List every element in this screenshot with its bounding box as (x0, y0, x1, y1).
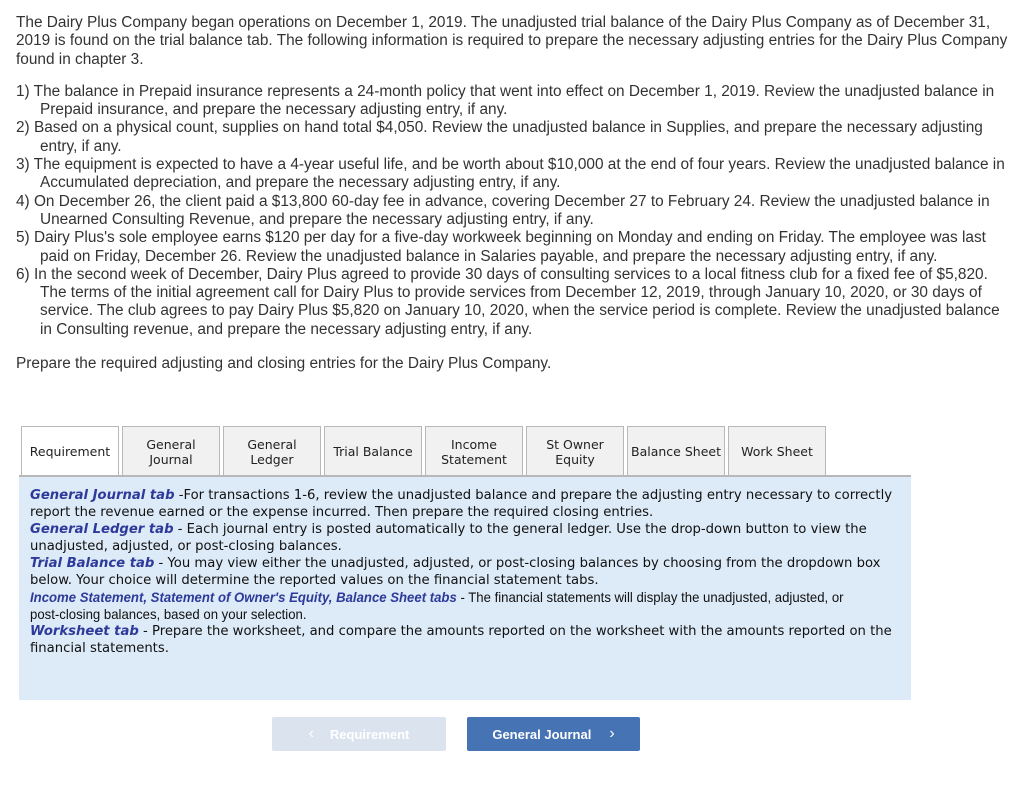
instructions (16, 14, 1011, 373)
tab-label: Trial Balance (333, 444, 413, 459)
tab-income-statement[interactable] (425, 426, 523, 476)
panel-item-text: - Prepare the worksheet, and compare the amounts reported on the worksheet with the amounts reported on the financial statements. (30, 624, 892, 656)
next-general-journal-button[interactable] (467, 717, 640, 751)
previous-button-label: Requirement (329, 726, 410, 742)
tab-st-owner-equity[interactable] (526, 426, 624, 476)
requirement-item: 5) Dairy Plus's sole employee earns $120 per day for a five-day workweek beginning on Monday and ending on Friday. The employee was last paid on Friday, December 26. Review the unadjusted balance in Salaries payable, and prepare the necessary adjusting entry, if any. (16, 229, 986, 265)
tab-bar (21, 426, 829, 476)
requirement-item: 2) Based on a physical count, supplies on hand total $4,050. Review the unadjusted balance in Supplies, and prepare the necessary adjusting entry, if any. (16, 119, 983, 155)
requirement-item: 4) On December 26, the client paid a $13,800 60-day fee in advance, covering December 27 to February 24. Review the unadjusted balance in Unearned Consulting Revenue, and prepare the necessary adjusting entry, if any. (16, 192, 990, 228)
tab-general-journal[interactable] (122, 426, 220, 476)
panel-item-label: Income Statement, Statement of Owner's Equity, Balance Sheet tabs (30, 589, 457, 605)
tab-label: General Ledger (247, 436, 297, 467)
tab-label: Requirement (29, 444, 111, 459)
chevron-right-icon: › (609, 725, 615, 742)
panel-item-label: General Ledger tab (30, 522, 174, 537)
panel-item (30, 521, 900, 555)
tab-label: Income Statement (441, 436, 507, 467)
next-button-label: General Journal (492, 726, 592, 742)
requirements-list (16, 83, 1011, 339)
panel-item-text: - The financial statements will display the unadjusted, adjusted, or post-closing balances, based on your selection. (30, 589, 844, 622)
panel-item-text: - Each journal entry is posted automatically to the general ledger. Use the drop-down button to view the unadjusted, adjusted, or post-closing balances. (30, 522, 867, 554)
intro-paragraph: The Dairy Plus Company began operations on December 1, 2019. The unadjusted trial balance of the Dairy Plus Company as of December 31, 2019 is found on the trial balance tab. The following information is required to prepare the necessary adjusting entries for the Dairy Plus Company found in chapter 3. (16, 14, 1008, 68)
tab-label: St Owner Equity (546, 436, 604, 467)
requirement-item: 1) The balance in Prepaid insurance represents a 24-month policy that went into effect on December 1, 2019. Review the unadjusted balance in Prepaid insurance, and prepare the necessary adjusting entry, if any. (16, 82, 995, 119)
tab-label: Work Sheet (741, 444, 813, 459)
panel-item-label: Trial Balance tab (30, 556, 155, 571)
panel-item-label: Worksheet tab (30, 624, 139, 639)
panel-item (30, 623, 900, 657)
tab-general-ledger[interactable] (223, 426, 321, 476)
panel-item (30, 555, 900, 589)
panel-item-text: -For transactions 1-6, review the unadjusted balance and prepare the adjusting entry necessary to correctly report the revenue earned or the expense incurred. Then prepare the required closing entries. (30, 488, 893, 520)
panel-item (30, 487, 900, 521)
panel-item (30, 589, 848, 623)
prepare-instruction: Prepare the required adjusting and closing entries for the Dairy Plus Company. (16, 355, 552, 373)
tab-balance-sheet[interactable] (627, 426, 725, 476)
tab-label: Balance Sheet (631, 444, 721, 459)
tab-trial-balance[interactable] (324, 426, 422, 476)
requirement-item: 6) In the second week of December, Dairy Plus agreed to provide 30 days of consulting services to a local fitness club for a fixed fee of $5,820. The terms of the initial agreement call for Dairy Plus to provide services from December 12, 2019, through January 10, 2020, or 30 days of service. The club agrees to pay Dairy Plus $5,820 on January 10, 2020, when the service period is complete. Review the unadjusted balance in Consulting revenue, and prepare the necessary adjusting entry, if any. (16, 265, 1000, 338)
panel-item-label: General Journal tab (30, 488, 175, 503)
tab-work-sheet[interactable] (728, 426, 826, 476)
previous-requirement-button[interactable] (272, 717, 446, 751)
tab-label: General Journal (146, 436, 196, 467)
chevron-left-icon: ‹ (308, 725, 314, 742)
tab-requirement[interactable] (21, 426, 119, 476)
requirement-panel (19, 477, 911, 700)
panel-item-text: - You may view either the unadjusted, adjusted, or post-closing balances by choosing from the dropdown box below. Your choice will determine the reported values on the financial statement tabs. (30, 556, 881, 588)
requirement-item: 3) The equipment is expected to have a 4-year useful life, and be worth about $10,000 at the end of four years. Review the unadjusted balance in Accumulated depreciation, and prepare the necessary adjusting entry, if any. (16, 156, 1005, 192)
